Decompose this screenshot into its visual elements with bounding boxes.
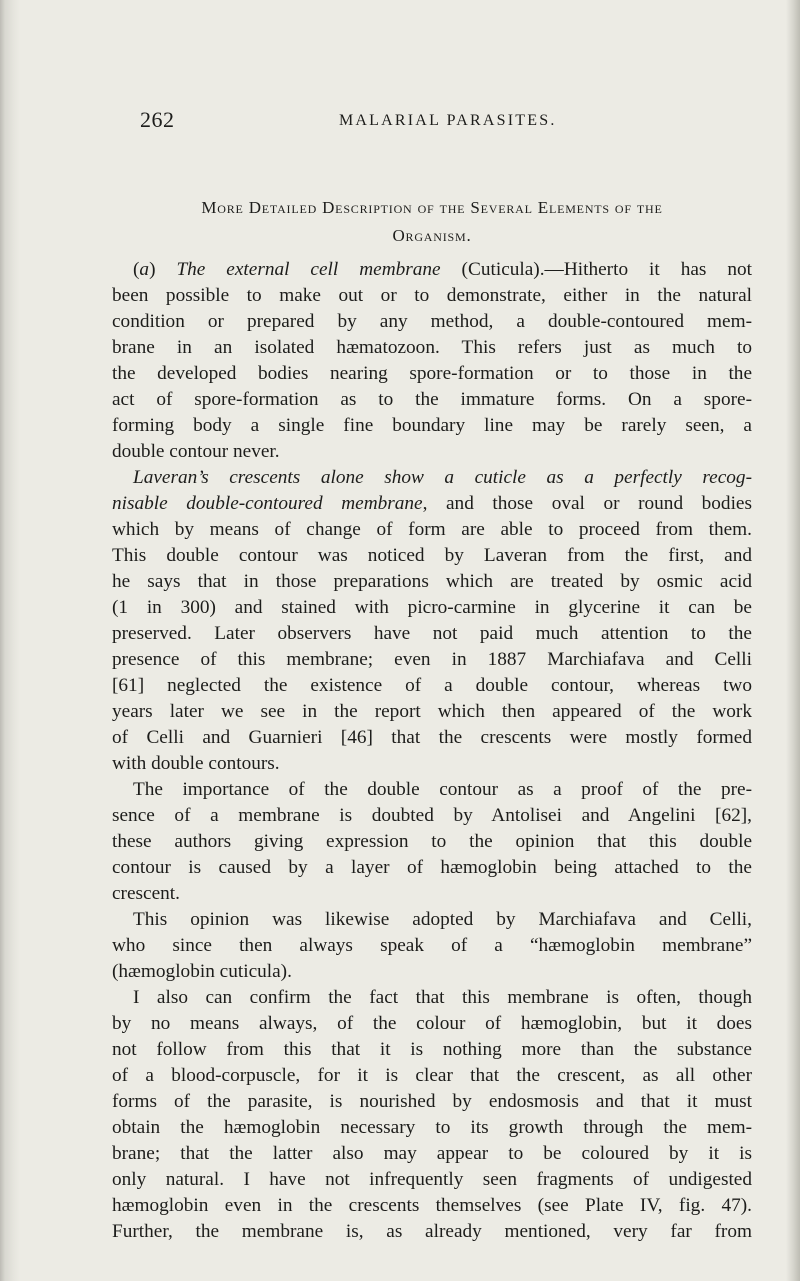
running-title: MALARIAL PARASITES. — [339, 112, 557, 129]
text-line: (hæmoglobin cuticula). — [112, 961, 292, 982]
text-line: forms of the parasite, is nourished by endosmosis and that it must — [112, 1091, 752, 1112]
text-line: brane; that the latter also may appear to be coloured by it is — [112, 1143, 752, 1164]
text-line: I also can confirm the fact that this membrane is often, though — [133, 987, 752, 1008]
text-line: preserved. Later observers have not paid much attention to the — [112, 623, 752, 644]
text-line: years later we see in the report which then appeared of the work — [112, 701, 752, 722]
text-line: This opinion was likewise adopted by Marchiafava and Celli, — [133, 909, 752, 930]
text-line: The importance of the double contour as a proof of the pre- — [133, 779, 752, 800]
page-gutter-right — [786, 0, 800, 1281]
text-line: (1 in 300) and stained with picro-carmine in glycerine it can be — [112, 597, 752, 618]
text-line: presence of this membrane; even in 1887 Marchiafava and Celli — [112, 649, 752, 670]
text-line: Further, the membrane is, as already mentioned, very far from — [112, 1221, 752, 1242]
text-line: by no means always, of the colour of hæmoglobin, but it does — [112, 1013, 752, 1034]
text-line: he says that in those preparations which are treated by osmic acid — [112, 571, 752, 592]
text-line: obtain the hæmoglobin necessary to its growth through the mem- — [112, 1117, 752, 1138]
text-line: nisable double-contoured membrane, and those oval or round bodies — [112, 493, 752, 514]
text-line: crescent. — [112, 883, 180, 904]
text-line: these authors giving expression to the opinion that this double — [112, 831, 752, 852]
text-line: act of spore-formation as to the immature forms. On a spore- — [112, 389, 752, 410]
page-number: 262 — [140, 107, 175, 132]
section-heading — [112, 194, 752, 250]
text-line: condition or prepared by any method, a double-contoured mem- — [112, 311, 752, 332]
text-line: double contour never. — [112, 441, 280, 462]
text-line: of a blood-corpuscle, for it is clear that the crescent, as all other — [112, 1065, 752, 1086]
text-line: not follow from this that it is nothing more than the substance — [112, 1039, 752, 1060]
section-heading-line: More Detailed Description of the Several Elements of the — [201, 198, 663, 217]
text-line: Laveran’s crescents alone show a cuticle as a perfectly recog- — [133, 467, 752, 488]
text-line: which by means of change of form are able to proceed from them. — [112, 519, 752, 540]
text-line: the developed bodies nearing spore-formation or to those in the — [112, 363, 752, 384]
text-line: sence of a membrane is doubted by Antolisei and Angelini [62], — [112, 805, 752, 826]
text-line: of Celli and Guarnieri [46] that the crescents were mostly formed — [112, 727, 752, 748]
text-line: brane in an isolated hæmatozoon. This refers just as much to — [112, 337, 752, 358]
page-gutter-left — [0, 0, 20, 1281]
text-line: with double contours. — [112, 753, 280, 774]
text-line: This double contour was noticed by Laveran from the first, and — [112, 545, 752, 566]
text-line: contour is caused by a layer of hæmoglobin being attached to the — [112, 857, 752, 878]
text-line: forming body a single fine boundary line may be rarely seen, a — [112, 415, 752, 436]
text-line: only natural. I have not infrequently seen fragments of undigested — [112, 1169, 752, 1190]
text-line: [61] neglected the existence of a double contour, whereas two — [112, 675, 752, 696]
section-heading-line: Organism. — [392, 226, 472, 245]
text-line: been possible to make out or to demonstrate, either in the natural — [112, 285, 752, 306]
text-line: (a) The external cell membrane (Cuticula).—Hitherto it has not — [133, 259, 752, 280]
text-line: hæmoglobin even in the crescents themselves (see Plate IV, fig. 47). — [112, 1195, 752, 1216]
text-line: who since then always speak of a “hæmoglobin membrane” — [112, 935, 752, 956]
